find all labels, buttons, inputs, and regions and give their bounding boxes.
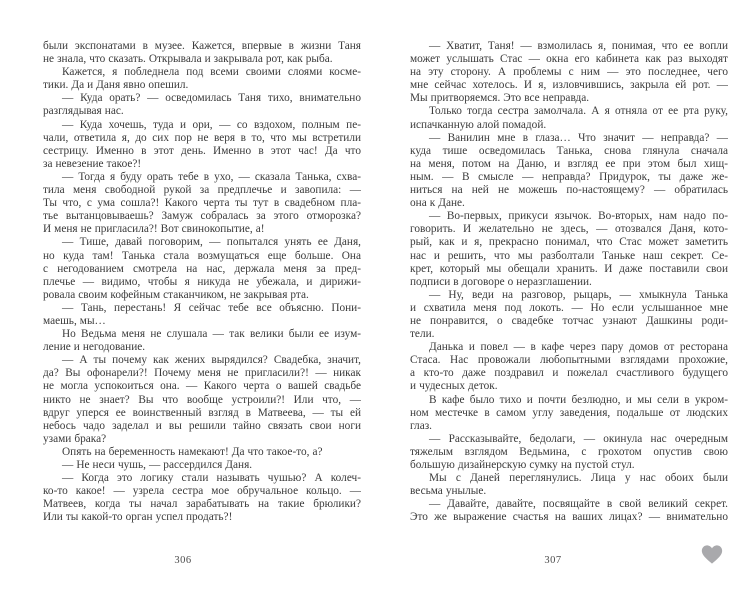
text-line: — Не неси чушь, — рассердился Даня. xyxy=(62,459,253,471)
text-line: небось чадо заделал и вы решили тайно связать свои ноги xyxy=(43,419,361,432)
text-line: И меня не пригласила?! Вот свинокопытие, а! xyxy=(43,223,265,236)
text-line: — Когда это логику стали называть чушью? А колеч- xyxy=(62,472,361,485)
text-line: рый, как и я, прекрасно понимал, что Стас может заметить xyxy=(410,236,728,249)
text-line: — Хватит, Таня! — взмолилась я, понимая, что ее вопли xyxy=(429,40,728,52)
text-line: и схватила меня под локоть. — Но если услышанное мне xyxy=(410,301,728,314)
text-line: она к Дане. xyxy=(410,197,465,210)
text-line: — Куда хочешь, туда и ори, — со вздохом, полным пе- xyxy=(62,118,361,131)
text-line: Мы с Даней переглянулись. Лица у нас обоих были xyxy=(429,472,728,485)
text-line: — Давайте, давайте, посвящайте в свой великий секрет. xyxy=(429,498,728,511)
text-line: — А ты почему как жених вырядился? Свадебка, значит, xyxy=(62,354,361,367)
text-line: весьма унылые. xyxy=(410,485,487,498)
heart-icon xyxy=(701,553,723,568)
text-line: не могла успокоиться она. — Какого черта о вашей свадьбе xyxy=(43,380,361,393)
text-line: — Тань, перестань! Я сейчас тебе все объясню. Пони- xyxy=(62,301,361,314)
text-line: тели. xyxy=(410,328,435,341)
text-line: на эту сторону. А проблемы с ним — это последнее, чего xyxy=(410,66,728,79)
text-line: вдруг уперся ее воинственный взгляд в Матвеева, — ты ей xyxy=(43,406,361,419)
text-line: подписи в договоре о неразглашении. xyxy=(410,275,592,288)
text-line: Только тогда сестра замолчала. А я отняла от ее рта руку, xyxy=(429,105,728,118)
text-line: Кажется, я побледнела под всеми своими слоями косме- xyxy=(62,66,361,79)
text-line: — Куда орать? — осведомилась Таня тихо, внимательно xyxy=(62,92,361,105)
text-line: ление и негодование. xyxy=(43,341,146,354)
text-line: Опять на беременность намекают! Да что такое-то, а? xyxy=(62,445,323,458)
text-line: не понравится, о свадебке тотчас узнают Дашкины роди- xyxy=(410,314,728,327)
text-line: ко-то какое! — узрела сестра мое обручальное кольцо. — xyxy=(43,485,361,498)
text-line: Но Ведьма меня не слушала — так велики были ее изум- xyxy=(62,328,361,341)
book-page-right xyxy=(410,40,728,524)
text-line: мне сейчас хотелось. И я, изловчившись, закрыла ей рот. — xyxy=(410,79,728,92)
text-line: ным. — В смысле — неправда? Придурок, ты даже же- xyxy=(410,170,728,183)
heart-icon-path xyxy=(702,545,722,563)
text-line: тила меня свободной рукой за предплечье и завопила: — xyxy=(43,184,361,197)
favorite-heart-button[interactable] xyxy=(701,544,723,565)
text-line: крет, который мы обещали хранить. И даже поставили свои xyxy=(410,262,728,275)
text-line: Это же выражение счастья на ваших лицах? — внимательно xyxy=(410,511,728,524)
text-line: плечье — видимо, чтобы я никуда не убежала, и дирижи- xyxy=(43,275,361,288)
text-line: а кто-то даже поздравил и пожелал счастливого будущего xyxy=(410,367,728,380)
book-page-left xyxy=(43,40,361,524)
text-line: говорить. И желательно не здесь, — отозвался Даня, кото- xyxy=(410,223,728,236)
text-line: испачканную алой помадой. xyxy=(410,118,547,131)
text-line: сестрицу. Именно в этот день. Именно в этот час! Да что xyxy=(43,144,361,157)
text-line: Мы притворяемся. Это все неправда. xyxy=(410,92,590,105)
text-line: чали, ответила я, до сих пор не веря в то, что мы встретили xyxy=(43,131,361,144)
text-line: Или ты какой-то орган успел продать?! xyxy=(43,511,233,524)
text-line: Ты что, с ума сошла?! Какого черта ты тут в свадебном пла- xyxy=(43,197,361,210)
text-line: — Во-первых, прикуси язычок. Во-вторых, нам надо по- xyxy=(429,210,728,223)
text-line: и чудесных деток. xyxy=(410,380,498,393)
text-line: да? Вы офонарели?! Почему меня не пригласили?! — никак xyxy=(43,367,361,380)
text-line: В кафе было тихо и почти безлюдно, и мы сели в укром- xyxy=(429,393,728,406)
text-line: — Тише, давай поговорим, — попытался унять ее Даня, xyxy=(62,236,361,249)
text-line: никто не знает? Вы что вообще устроили?! Или что, — xyxy=(43,393,361,406)
text-line: ровала своим кофейным стаканчиком, не закрывая рта. xyxy=(43,288,309,301)
text-line: — Ну, веди на разговор, рыцарь, — хмыкнула Танька xyxy=(429,288,728,301)
text-line: были экспонатами в музее. Кажется, впервые в жизни Таня xyxy=(43,40,361,52)
text-line: Стаса. Нас провожали любопытными взглядами прохожие, xyxy=(410,354,728,367)
page-number-right: 307 xyxy=(544,555,562,566)
text-line: разглядывая нас. xyxy=(43,105,124,118)
text-line: Матвеев, когда ты начал зарабатывать на такие брюлики? xyxy=(43,498,361,511)
text-line: узами брака? xyxy=(43,432,107,445)
text-line: — Тогда я буду орать тебе в ухо, — сказала Танька, схва- xyxy=(62,170,361,183)
text-line: — Рассказывайте, бедолаги, — окинула нас очередным xyxy=(429,432,728,445)
text-line: на меня, потом на Даню, и взгляд ее при этом был хищ- xyxy=(410,157,728,170)
text-line: нас и решить, что мы разболтали Таньке наш секрет. Се- xyxy=(410,249,728,262)
text-line: Данька и повел — в кафе через пару домов от ресторана xyxy=(429,341,728,354)
text-line: не знала, что сказать. Открывала и закрывала рот, как рыба. xyxy=(43,53,333,66)
text-line: тики. Да и Даня явно опешил. xyxy=(43,79,189,92)
text-line: маешь, мы… xyxy=(43,314,106,327)
text-line: тье вытанцовываешь? Замуж собралась за этого отморозка? xyxy=(43,210,361,223)
text-line: куда тише осведомилась Танька, снова глянула сначала xyxy=(410,144,728,157)
text-line: глаз. xyxy=(410,419,432,432)
text-line: но куда там! Танька стала возмущаться еще больше. Она xyxy=(43,249,361,262)
text-line: за невезение такое?! xyxy=(43,157,142,170)
text-line: ном местечке в самом углу заведения, подальше от людских xyxy=(410,406,728,419)
text-line: большую дизайнерскую сумку на пустой стул. xyxy=(410,459,635,471)
text-line: может услышать Стас — окна его кабинета как раз выходят xyxy=(410,53,728,66)
page-number-left: 306 xyxy=(174,555,192,566)
text-line: — Ванилин мне в глаза… Что значит — неправда? — xyxy=(429,131,728,144)
text-line: с негодованием смотрела на нас, держала меня за пред- xyxy=(43,262,361,275)
text-line: ниться на ней не можешь по-настоящему? — обратилась xyxy=(410,184,728,197)
text-line: тяжелым взглядом Ведьмина, с грохотом опустив свою xyxy=(410,445,728,458)
